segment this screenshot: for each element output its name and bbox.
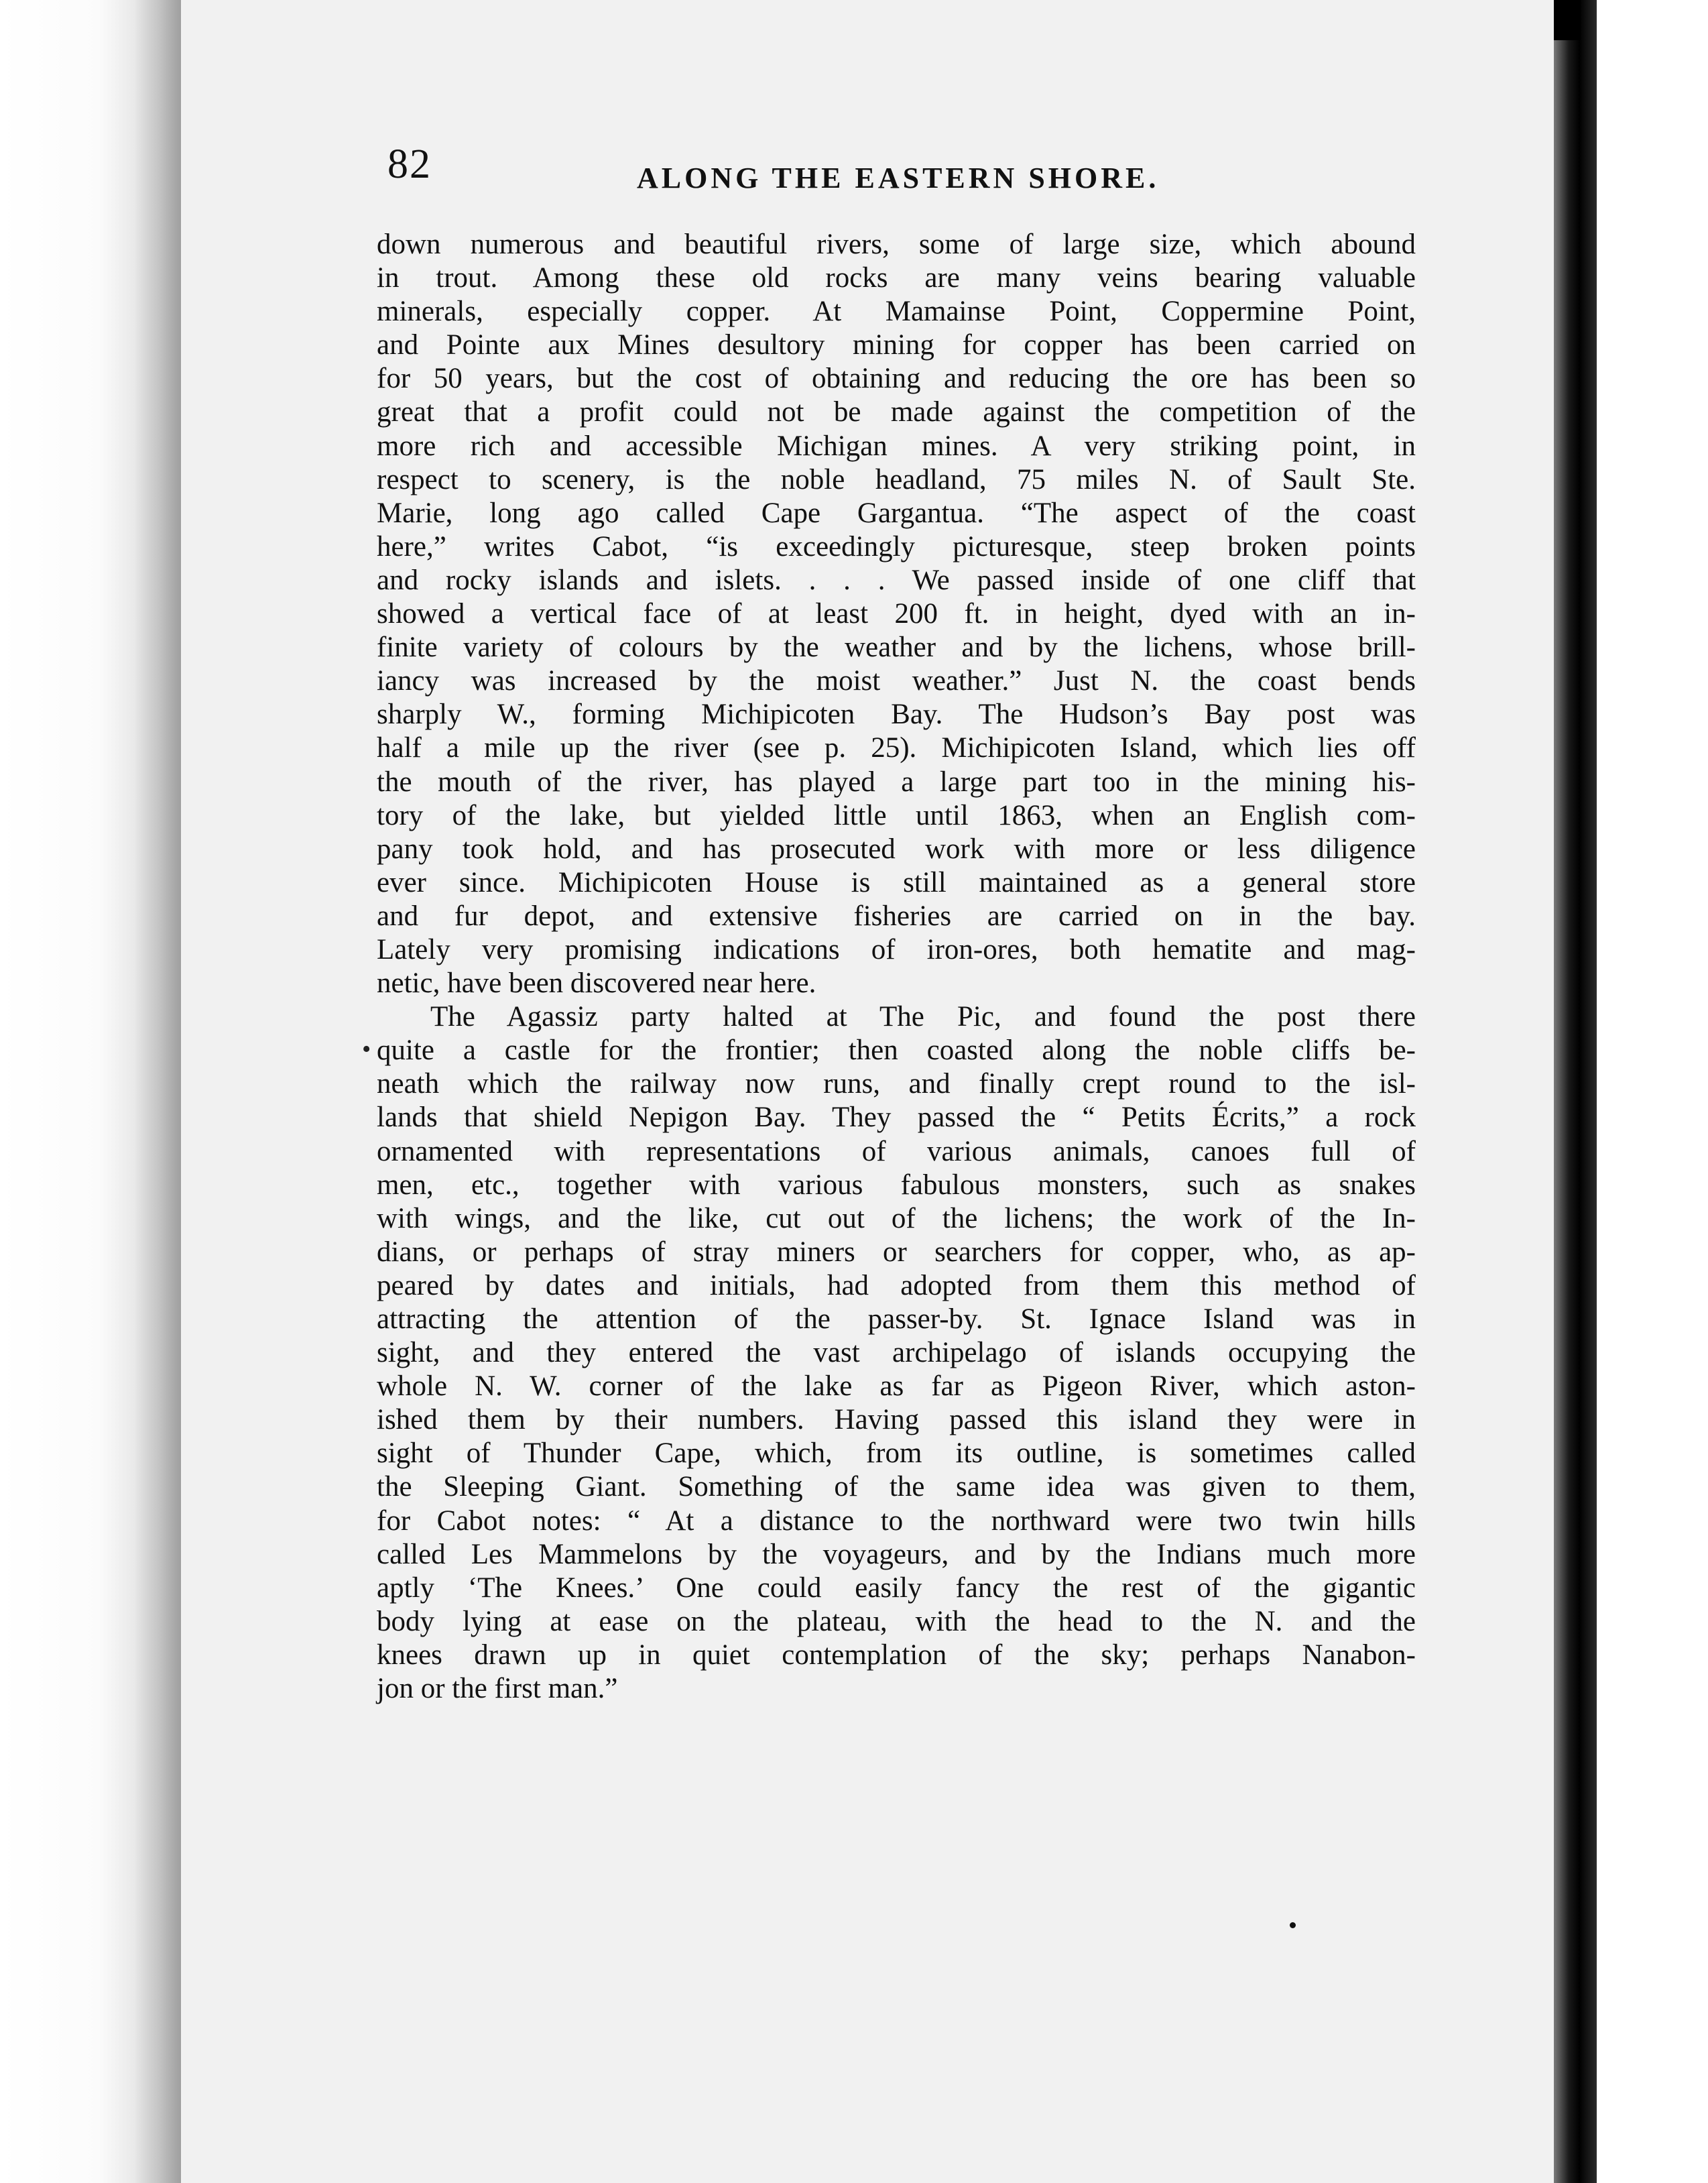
text-line: ished them by their numbers. Having passed this island they were in xyxy=(377,1404,1416,1436)
text-line: whole N. W. corner of the lake as far as Pigeon River, which aston- xyxy=(377,1370,1416,1403)
margin-mark: • xyxy=(362,1035,371,1063)
page-number: 82 xyxy=(387,141,432,187)
text-line: netic, have been discovered near here. xyxy=(377,967,816,1000)
text-line: with wings, and the like, cut out of the lichens; the work of the In- xyxy=(377,1202,1416,1234)
text-line: knees drawn up in quiet contemplation of the sky; perhaps Nanabon- xyxy=(377,1639,1416,1671)
text-line: down numerous and beautiful rivers, some of large size, which abound xyxy=(377,229,1416,260)
text-line: sight, and they entered the vast archipelago of islands occupying the xyxy=(377,1337,1416,1369)
text-line: The Agassiz party halted at The Pic, and found the post there xyxy=(430,1001,1416,1033)
stray-dot xyxy=(1290,1922,1296,1928)
text-line: for 50 years, but the cost of obtaining and reducing the ore has been so xyxy=(377,363,1416,395)
page-edge-shadow xyxy=(134,0,181,2183)
text-line: sharply W., forming Michipicoten Bay. The Hudson’s Bay post was xyxy=(377,699,1416,731)
text-line: quite a castle for the frontier; then coasted along the noble cliffs be- xyxy=(377,1035,1416,1067)
text-line: minerals, especially copper. At Mamainse Point, Coppermine Point, xyxy=(377,296,1416,328)
text-line: tory of the lake, but yielded little until 1863, when an English com- xyxy=(377,799,1416,831)
running-head: ALONG THE EASTERN SHORE. xyxy=(637,162,1160,194)
text-line: sight of Thunder Cape, which, from its outline, is sometimes called xyxy=(377,1437,1416,1470)
text-line: finite variety of colours by the weather and by the lichens, whose brill- xyxy=(377,632,1416,664)
text-line: great that a profit could not be made against the competition of the xyxy=(377,396,1416,428)
text-line: here,” writes Cabot, “is exceedingly picturesque, steep broken points xyxy=(377,530,1416,563)
text-line: in trout. Among these old rocks are many veins bearing valuable xyxy=(377,262,1416,294)
text-line: and fur depot, and extensive fisheries are carried on in the bay. xyxy=(377,900,1416,932)
text-line: iancy was increased by the moist weather.” Just N. the coast bends xyxy=(377,665,1416,697)
text-line: ornamented with representations of various animals, canoes full of xyxy=(377,1135,1416,1167)
text-line: dians, or perhaps of stray miners or searchers for copper, who, as ap- xyxy=(377,1236,1416,1268)
text-line: Marie, long ago called Cape Gargantua. “The aspect of the coast xyxy=(377,497,1416,529)
text-line: half a mile up the river (see p. 25). Michipicoten Island, which lies off xyxy=(377,732,1416,764)
text-line: the mouth of the river, has played a large part too in the mining his- xyxy=(377,766,1416,798)
text-line: the Sleeping Giant. Something of the same idea was given to them, xyxy=(377,1471,1416,1503)
text-line: pany took hold, and has prosecuted work with more or less diligence xyxy=(377,833,1416,865)
text-line: jon or the first man.” xyxy=(377,1673,618,1705)
text-line: body lying at ease on the plateau, with the head to the N. and the xyxy=(377,1605,1416,1637)
text-line: aptly ‘The Knees.’ One could easily fancy the rest of the gigantic xyxy=(377,1572,1416,1604)
scan-margin-right xyxy=(1597,0,1708,2183)
text-line: and Pointe aux Mines desultory mining for copper has been carried on xyxy=(377,329,1416,361)
text-line: attracting the attention of the passer-by. St. Ignace Island was in xyxy=(377,1303,1416,1335)
text-line: and rocky islands and islets. . . . We passed inside of one cliff that xyxy=(377,564,1416,596)
paragraph-1 xyxy=(377,228,1416,1000)
text-line: neath which the railway now runs, and finally crept round to the isl- xyxy=(377,1068,1416,1100)
text-line: ever since. Michipicoten House is still maintained as a general store xyxy=(377,866,1416,898)
text-line: lands that shield Nepigon Bay. They passed the “ Petits Écrits,” a rock xyxy=(377,1102,1416,1134)
text-line: men, etc., together with various fabulous monsters, such as snakes xyxy=(377,1169,1416,1201)
body-text xyxy=(377,228,1416,1706)
text-line: Lately very promising indications of iron-ores, both hematite and mag- xyxy=(377,933,1416,965)
text-line: more rich and accessible Michigan mines. A very striking point, in xyxy=(377,430,1416,462)
text-line: respect to scenery, is the noble headland, 75 miles N. of Sault Ste. xyxy=(377,463,1416,495)
text-line: for Cabot notes: “ At a distance to the northward were two twin hills xyxy=(377,1504,1416,1537)
text-line: called Les Mammelons by the voyageurs, and by the Indians much more xyxy=(377,1538,1416,1570)
text-line: showed a vertical face of at least 200 ft. in height, dyed with an in- xyxy=(377,598,1416,630)
paragraph-2 xyxy=(377,1000,1416,1706)
gutter-notch xyxy=(1554,0,1581,40)
text-line: peared by dates and initials, had adopted from them this method of xyxy=(377,1269,1416,1301)
book-gutter xyxy=(1554,0,1597,2183)
